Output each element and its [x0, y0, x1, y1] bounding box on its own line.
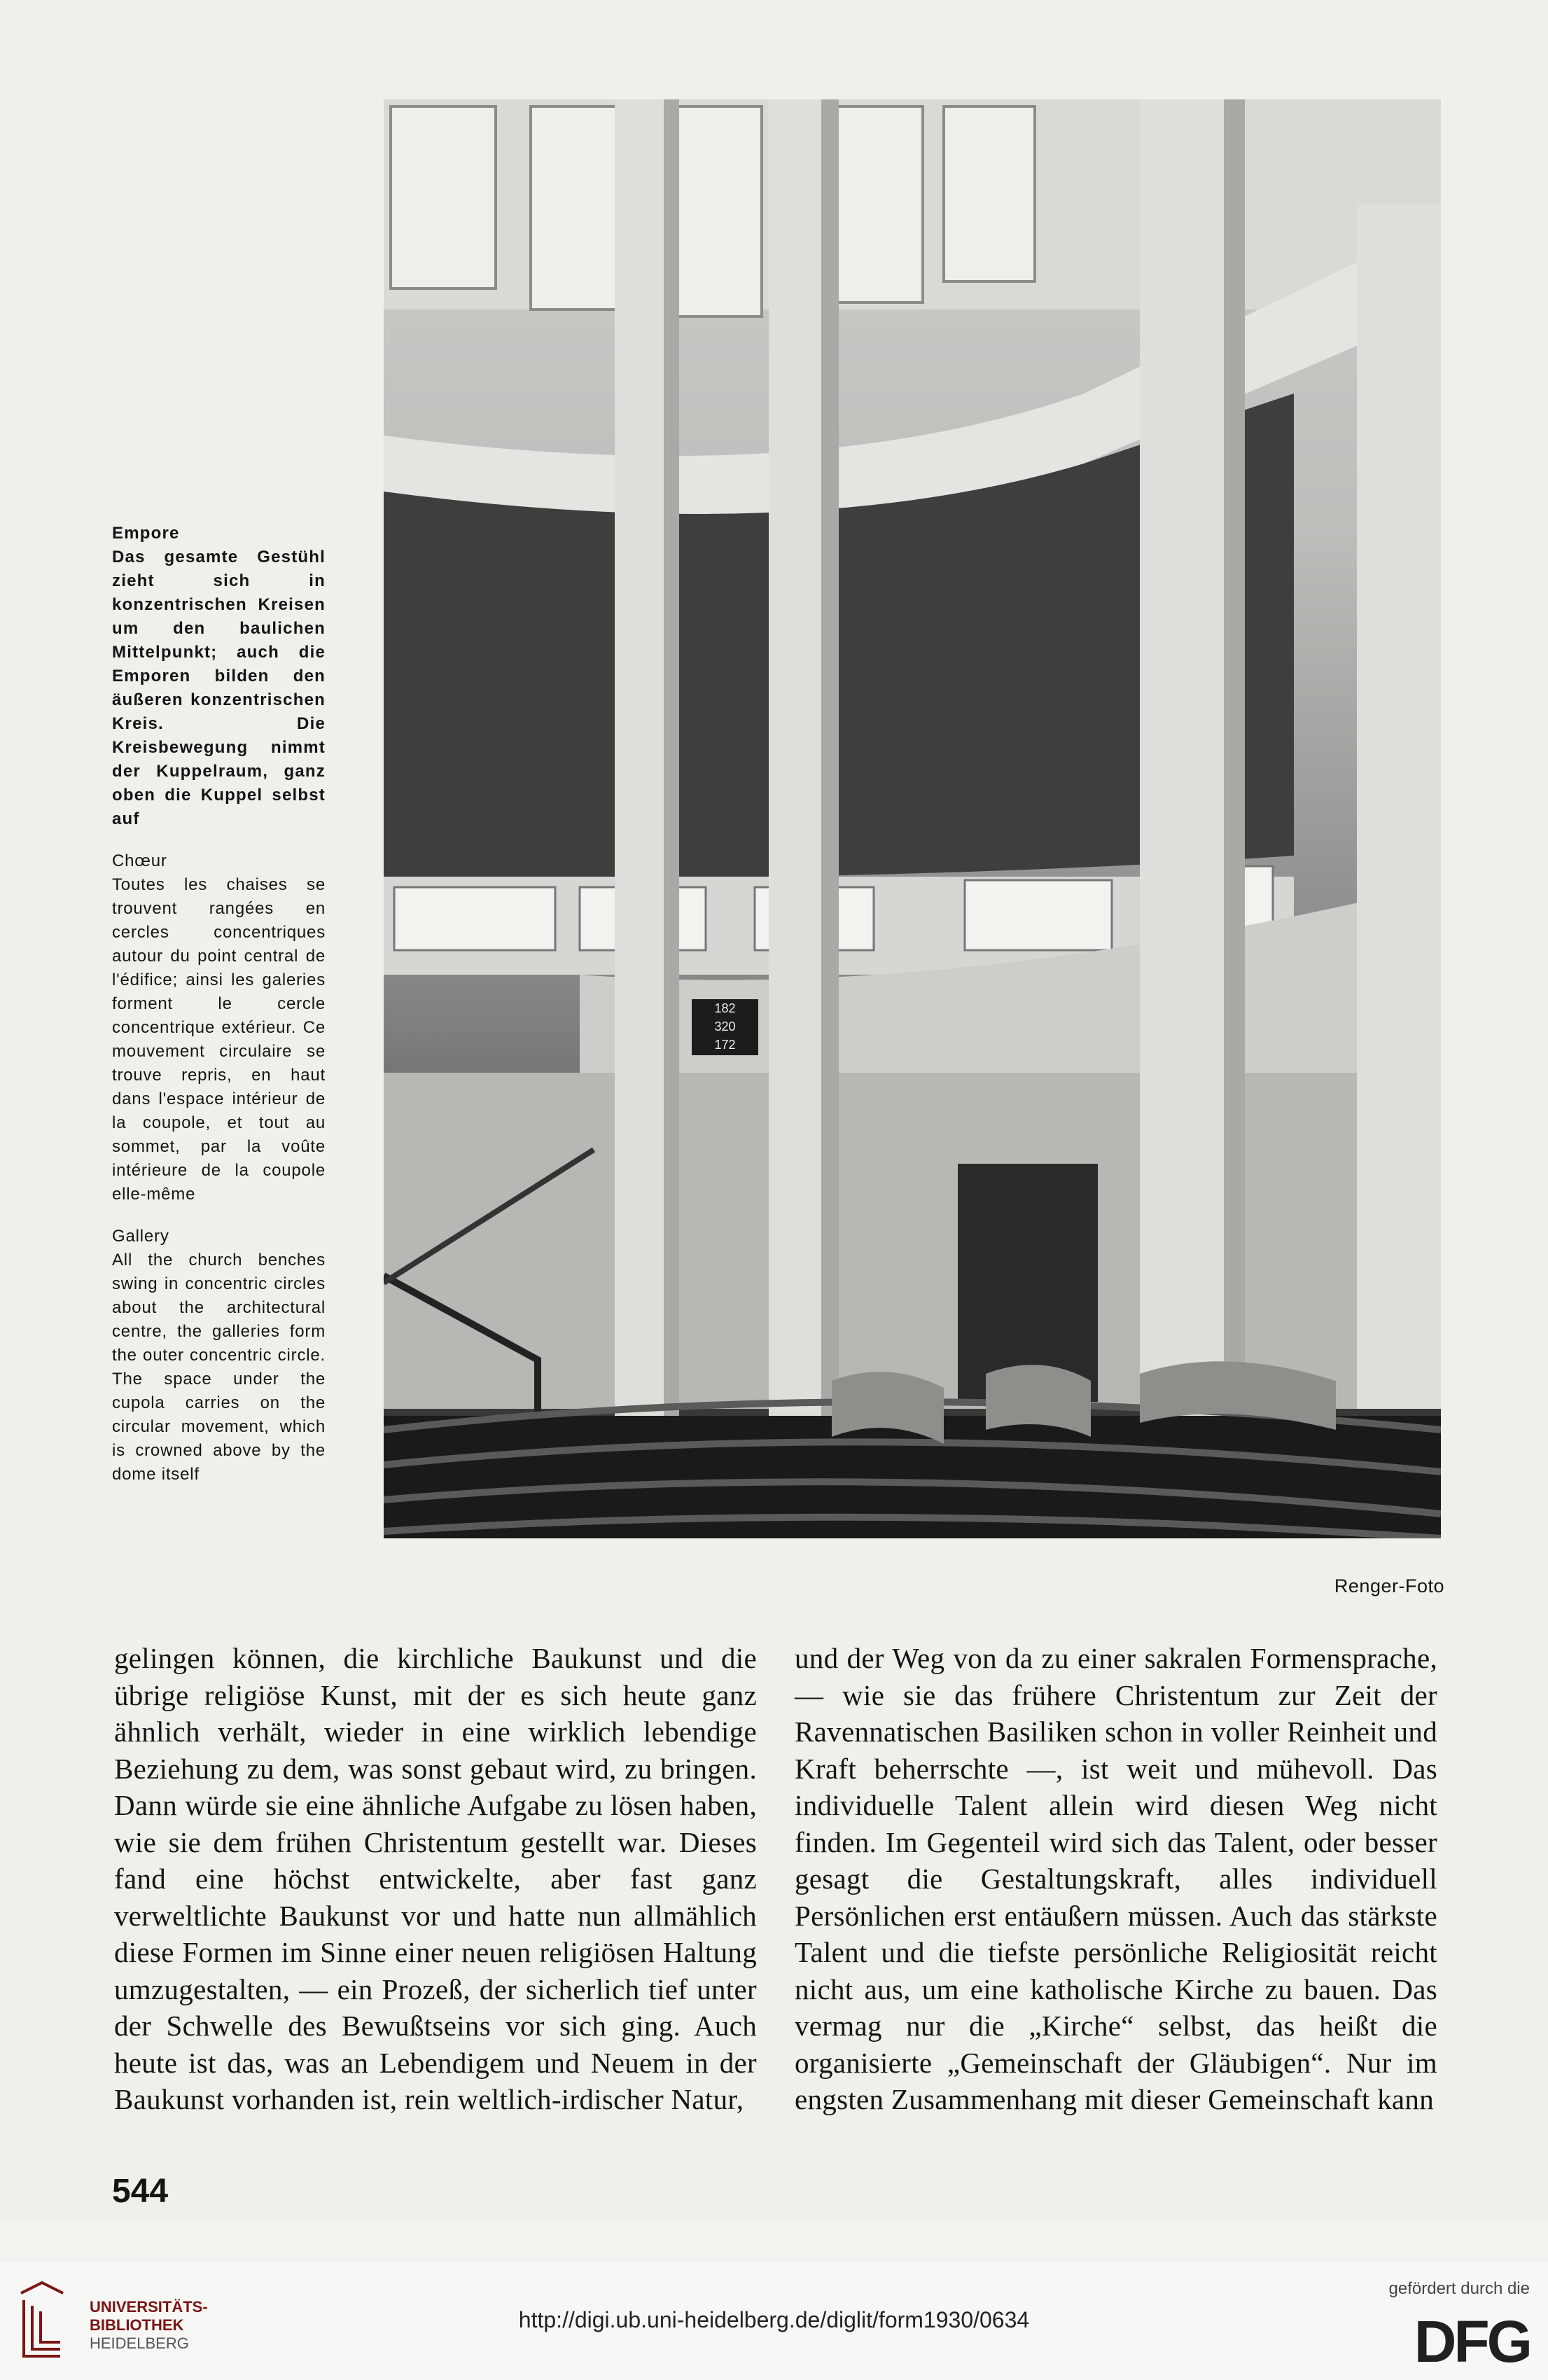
- source-url-link[interactable]: http://digi.ub.uni-heidelberg.de/diglit/form1930/0634: [518, 2307, 1030, 2332]
- body-text-left-column: gelingen können, die kirchliche Baukunst und die übrige religiöse Kunst, mit der es sich heute ganz ähnlich verhält, wieder in eine wirklich lebendige Beziehung zu dem, was sonst gebaut wird, zu bringen. Dann würde sie eine ähnliche Aufgabe zu lösen haben, wie sie dem frühen Christentum gestellt war. Dieses fand eine höchst entwickelte, aber fast ganz verweltlichte Baukunst vor und hatte nun allmählich diese Formen im Sinne einer neuen religiösen Haltung umzugestalten, — ein Prozeß, der sicherlich tief unter der Schwelle des Bewußtseins vor sich ging. Auch heute ist das, was an Lebendigem und Neuem in der Baukunst vorhanden ist, rein weltlich-irdischer Natur,: [114, 1642, 757, 2115]
- library-line: HEIDELBERG: [90, 2334, 189, 2352]
- caption-german-text: Das gesamte Gestühl zieht sich in konzentrischen Kreisen um den baulichen Mittelpunkt; auch die Emporen bilden den äußeren konzentrischen Kreis. Die Kreisbewegung nimmt der Kuppelraum, ganz oben die Kuppel selbst auf: [112, 548, 326, 828]
- caption-french-text: Toutes les chaises se trouvent rangées en cercles concentriques autour du point central de l'édifice; ainsi les galeries forment le cercle concentrique extérieur. Ce mouvement circulaire se trouve repris, en haut dans l'espace intérieur de la coupole, et tout au sommet, par la voûte intérieure de la coupole elle-même: [112, 875, 326, 1204]
- hymn-number-board: [692, 999, 758, 1055]
- dfg-logo: DFG: [1414, 2309, 1530, 2374]
- caption-german-heading: Empore: [112, 524, 180, 543]
- hymn-number: 182: [714, 1001, 736, 1015]
- page-number: 544: [112, 2173, 169, 2210]
- funding-label: gefördert durch die: [1388, 2279, 1530, 2298]
- body-text-right-column: und der Weg von da zu einer sakralen Formensprache, — wie sie das frühere Christentum zur Zeit der Ravennatischen Basiliken schon in voller Reinheit und Kraft beherrschte —, ist weit und mühevoll. Das individuelle Talent allein wird diesen Weg nicht finden. Im Gegenteil wird sich das Talent, oder besser gesagt die Gestaltungskraft, alles individuell Persönlichen erst entäußern müssen. Auch das stärkste Talent und die tiefste persönliche Religiosität reicht nicht aus, um eine katholische Kirche zu bauen. Das vermag nur die „Kirche“ selbst, das heißt die organisierte „Gemeinschaft der Gläubigen“. Nur im engsten Zusammenhang mit dieser Gemeinschaft kann: [795, 1642, 1437, 2115]
- caption-german: [112, 522, 326, 831]
- library-line: BIBLIOTHEK: [90, 2316, 184, 2334]
- hymn-number: 320: [714, 1019, 736, 1034]
- photo-credit: Renger-Foto: [1334, 1575, 1444, 1596]
- caption-english-text: All the church benches swing in concentric circles about the architectural centre, the galleries form the outer concentric circle. The space under the cupola carries on the circular movement, which is crowned above by the dome itself: [112, 1251, 326, 1484]
- caption-french-heading: Chœur: [112, 851, 167, 870]
- church-interior-photo: [384, 99, 1441, 1538]
- hymn-number: 172: [714, 1038, 736, 1052]
- caption-english-heading: Gallery: [112, 1227, 169, 1246]
- caption-english: [112, 1225, 326, 1487]
- library-line: UNIVERSITÄTS-: [90, 2298, 208, 2316]
- photo-captions: [112, 522, 326, 1487]
- caption-french: [112, 849, 326, 1206]
